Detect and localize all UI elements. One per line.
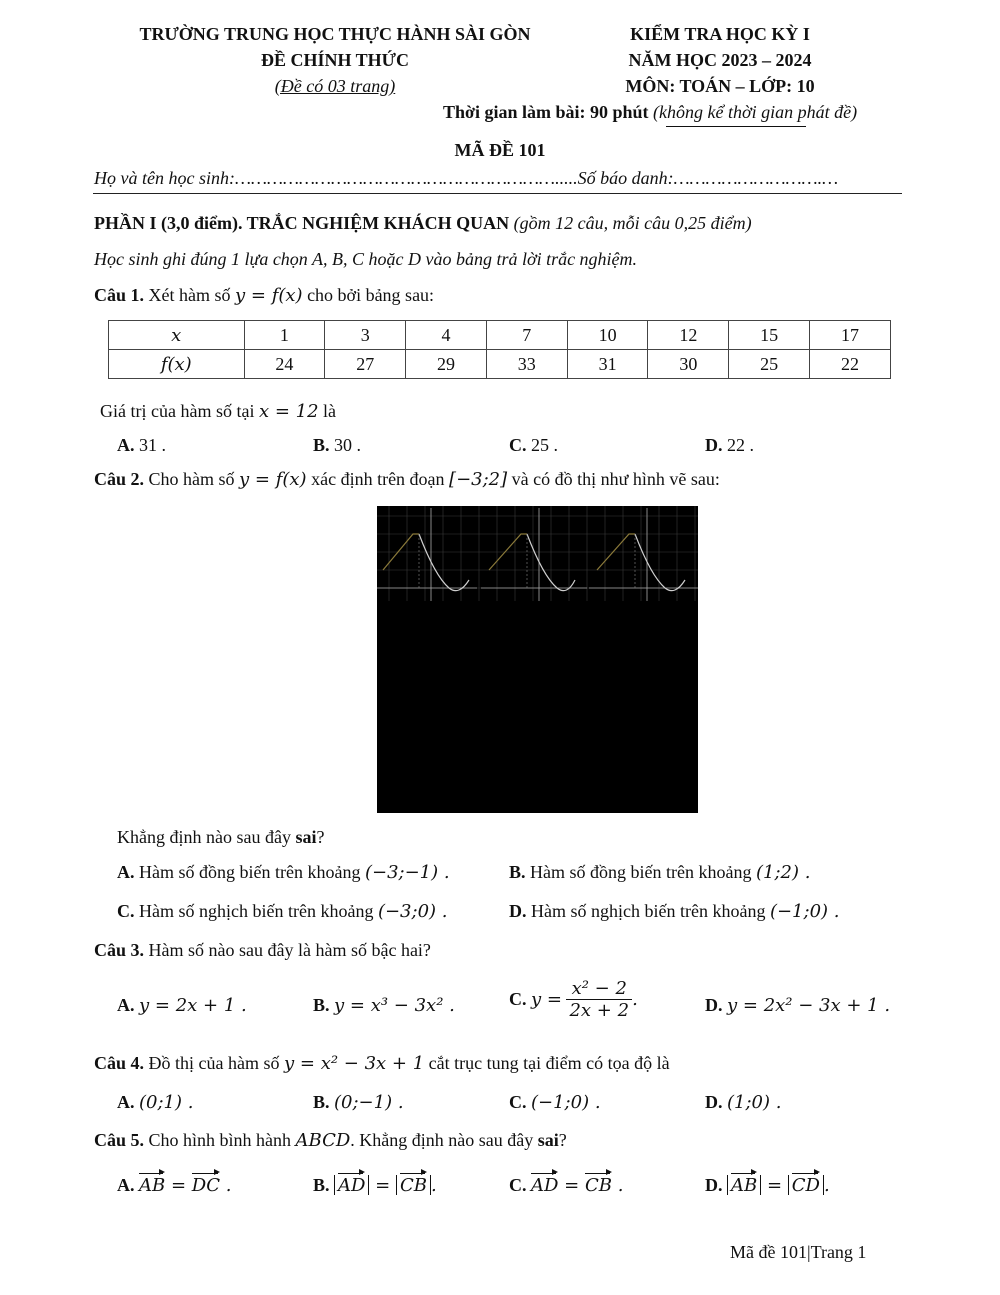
table-cell: 12: [648, 321, 729, 350]
q4-option-d[interactable]: [705, 1092, 781, 1113]
option-math: y = 2x² − 3x + 1 .: [727, 995, 891, 1016]
option-letter: C.: [509, 1092, 527, 1112]
student-info-line: [94, 168, 838, 189]
table-row-x: [109, 321, 891, 350]
part1-instruction: Học sinh ghi đúng 1 lựa chọn A, B, C hoặc D vào bảng trả lời trắc nghiệm.: [94, 249, 638, 269]
q1-option-a[interactable]: [117, 435, 166, 456]
option-text: Hàm số nghịch biến trên khoảng: [531, 901, 766, 921]
q1-option-c[interactable]: [509, 435, 558, 456]
q5-text-end: ?: [558, 1130, 567, 1150]
option-letter: C.: [509, 989, 527, 1009]
table-row-f: [109, 350, 891, 379]
q5-stem: [94, 1130, 567, 1151]
q2-prompt-text: Khẳng định nào sau đây: [117, 827, 291, 847]
table-cell: 30: [648, 350, 729, 379]
q1-question: [100, 401, 336, 422]
exam-title: KIỂM TRA HỌC KỲ I: [630, 24, 810, 44]
vector-cb: CB: [399, 1175, 427, 1196]
option-math: (0;−1) .: [334, 1092, 404, 1113]
q4-function: y = x² − 3x + 1: [284, 1053, 425, 1074]
option-letter: C.: [117, 901, 135, 921]
q5-text-b: . Khẳng định nào sau đây: [350, 1130, 534, 1150]
option-tail: .: [632, 989, 638, 1010]
fraction-numerator: x² − 2: [566, 978, 632, 1000]
q3-option-c[interactable]: [509, 978, 638, 1021]
option-text: 30 .: [334, 435, 362, 455]
exam-time-note: (không kể thời gian phát đề): [653, 102, 858, 122]
exam-time: [443, 102, 857, 123]
option-letter: D.: [705, 1092, 723, 1112]
table-cell: 29: [406, 350, 487, 379]
q1-text-b: cho bởi bảng sau:: [307, 285, 435, 305]
option-text: Hàm số đồng biến trên khoảng: [530, 862, 752, 882]
fraction-denominator: 2x + 2: [569, 1000, 630, 1021]
magnitude-right: [788, 1175, 824, 1195]
q3-option-b[interactable]: [313, 995, 455, 1016]
table-cell: 25: [729, 350, 810, 379]
magnitude-right: [396, 1175, 431, 1195]
magnitude-left: [334, 1175, 369, 1195]
option-letter: D.: [509, 901, 527, 921]
page-count: (Đề có 03 trang): [274, 76, 396, 96]
exam-code: MÃ ĐỀ 101: [454, 140, 546, 160]
q1-question-x: x = 12: [258, 401, 319, 422]
option-fraction: [566, 978, 632, 1021]
q1-question-b: là: [323, 401, 337, 421]
table-cell: 33: [486, 350, 567, 379]
option-text: 31 .: [139, 435, 166, 455]
q2-interval: [−3;2]: [449, 469, 508, 490]
q2-graph-image: [377, 506, 698, 813]
option-math: (−1;0) .: [531, 1092, 601, 1113]
q4-option-a[interactable]: [117, 1092, 193, 1113]
header-divider: [93, 193, 902, 194]
table-cell: 22: [810, 350, 891, 379]
table-header-x: x: [109, 321, 245, 350]
q5-label: Câu 5.: [94, 1130, 145, 1150]
q5-option-d[interactable]: D. AB = CD .: [705, 1175, 830, 1196]
q5-text-a: Cho hình bình hành: [148, 1130, 292, 1150]
option-letter: D.: [705, 995, 723, 1015]
part1-title-bold: PHẦN I (3,0 điểm). TRẮC NGHIỆM KHÁCH QUAN: [94, 213, 510, 233]
option-lhs: y =: [531, 989, 562, 1010]
q2-function: y = f(x): [239, 469, 307, 490]
vector-ab: AB: [731, 1175, 758, 1196]
option-letter: B.: [509, 862, 526, 882]
option-letter: B.: [313, 1092, 330, 1112]
option-letter: B.: [313, 995, 330, 1015]
q3-label: Câu 3.: [94, 940, 145, 960]
option-text: Hàm số đồng biến trên khoảng: [139, 862, 361, 882]
q3-option-d[interactable]: [705, 995, 890, 1016]
school-name: TRƯỜNG TRUNG HỌC THỰC HÀNH SÀI GÒN: [139, 24, 531, 44]
q4-text-b: cắt trục tung tại điểm có tọa độ là: [428, 1053, 670, 1073]
q1-option-b[interactable]: [313, 435, 361, 456]
q1-value-table: [108, 320, 891, 379]
q3-option-a[interactable]: [117, 995, 247, 1016]
q2-label: Câu 2.: [94, 469, 145, 489]
q2-prompt-end: ?: [316, 827, 325, 847]
q2-option-a[interactable]: [117, 862, 450, 883]
table-cell: 10: [567, 321, 648, 350]
vector-ad: AD: [338, 1175, 366, 1196]
q3-stem: [94, 940, 431, 961]
option-letter: A.: [117, 995, 135, 1015]
option-math: (−3;0) .: [377, 901, 448, 922]
q2-prompt-bold: sai: [295, 827, 317, 847]
q2-text-a: Cho hàm số: [148, 469, 235, 489]
q4-stem: [94, 1053, 670, 1074]
option-letter: A.: [117, 1175, 135, 1195]
option-letter: D.: [705, 435, 723, 455]
q1-text-a: Xét hàm số: [148, 285, 231, 305]
option-text: 25 .: [531, 435, 558, 455]
option-math: (1;2) .: [755, 862, 811, 883]
q2-text-b: xác định trên đoạn: [311, 469, 445, 489]
q2-option-d[interactable]: [509, 901, 840, 922]
option-letter: C.: [509, 435, 527, 455]
q2-prompt: [117, 827, 324, 848]
option-text: 22 .: [727, 435, 754, 455]
vector-dc: DC: [191, 1175, 220, 1196]
q2-stem: [94, 469, 720, 490]
option-math: y = 2x + 1 .: [139, 995, 247, 1016]
student-id-field[interactable]: Số báo danh:……………………….…: [577, 168, 839, 188]
q5-option-a[interactable]: A. AB = DC .: [117, 1175, 232, 1196]
option-text: Hàm số nghịch biến trên khoảng: [139, 901, 374, 921]
table-cell: 17: [810, 321, 891, 350]
q2-text-c: và có đồ thị như hình vẽ sau:: [511, 469, 720, 489]
q5-shape: ABCD: [295, 1130, 351, 1151]
q2-option-b[interactable]: [509, 862, 810, 883]
magnitude-left: [727, 1175, 761, 1195]
table-cell: 27: [325, 350, 406, 379]
vector-ab: AB: [139, 1175, 166, 1196]
option-math: (−3;−1) .: [364, 862, 450, 883]
table-cell: 1: [244, 321, 325, 350]
q3-text: Hàm số nào sau đây là hàm số bậc hai?: [148, 940, 431, 960]
page-footer: Mã đề 101|Trang 1: [730, 1242, 867, 1262]
exam-time-bold: Thời gian làm bài: 90 phút: [443, 102, 649, 122]
part1-title-note: (gồm 12 câu, mỗi câu 0,25 điểm): [513, 213, 752, 233]
table-cell: 31: [567, 350, 648, 379]
option-math: (−1;0) .: [769, 901, 840, 922]
q1-option-d[interactable]: [705, 435, 754, 456]
table-cell: 4: [406, 321, 487, 350]
vector-cb: CB: [584, 1175, 612, 1196]
option-letter: C.: [509, 1175, 527, 1195]
q1-stem: [94, 285, 434, 306]
q4-text-a: Đồ thị của hàm số: [148, 1053, 280, 1073]
q4-label: Câu 4.: [94, 1053, 145, 1073]
time-underline: [666, 126, 806, 127]
q5-option-c[interactable]: C. AD = CB .: [509, 1175, 624, 1196]
option-letter: D.: [705, 1175, 723, 1195]
vector-ad: AD: [531, 1175, 559, 1196]
table-cell: 24: [244, 350, 325, 379]
q5-option-b[interactable]: B. AD = CB .: [313, 1175, 437, 1196]
table-cell: 15: [729, 321, 810, 350]
q1-function: y = f(x): [235, 285, 303, 306]
table-header-f: f(x): [109, 350, 245, 379]
student-name-field[interactable]: Họ và tên học sinh:…………………………………………………….....: [94, 168, 578, 188]
part1-title: [94, 213, 752, 234]
option-math: y = x³ − 3x² .: [334, 995, 455, 1016]
q5-text-bold: sai: [537, 1130, 559, 1150]
option-letter: B.: [313, 435, 330, 455]
q2-option-c[interactable]: [117, 901, 448, 922]
option-letter: A.: [117, 435, 135, 455]
table-cell: 7: [486, 321, 567, 350]
school-year: NĂM HỌC 2023 – 2024: [628, 50, 812, 70]
q1-label: Câu 1.: [94, 285, 145, 305]
q4-option-b[interactable]: [313, 1092, 404, 1113]
option-letter: A.: [117, 862, 135, 882]
option-letter: B.: [313, 1175, 330, 1195]
official-label: ĐỀ CHÍNH THỨC: [260, 50, 410, 70]
option-math: (1;0) .: [727, 1092, 782, 1113]
subject-grade: MÔN: TOÁN – LỚP: 10: [625, 76, 815, 96]
q4-option-c[interactable]: [509, 1092, 601, 1113]
q1-question-a: Giá trị của hàm số tại: [100, 401, 255, 421]
table-cell: 3: [325, 321, 406, 350]
option-letter: A.: [117, 1092, 135, 1112]
vector-cd: CD: [791, 1175, 820, 1196]
option-math: (0;1) .: [139, 1092, 194, 1113]
